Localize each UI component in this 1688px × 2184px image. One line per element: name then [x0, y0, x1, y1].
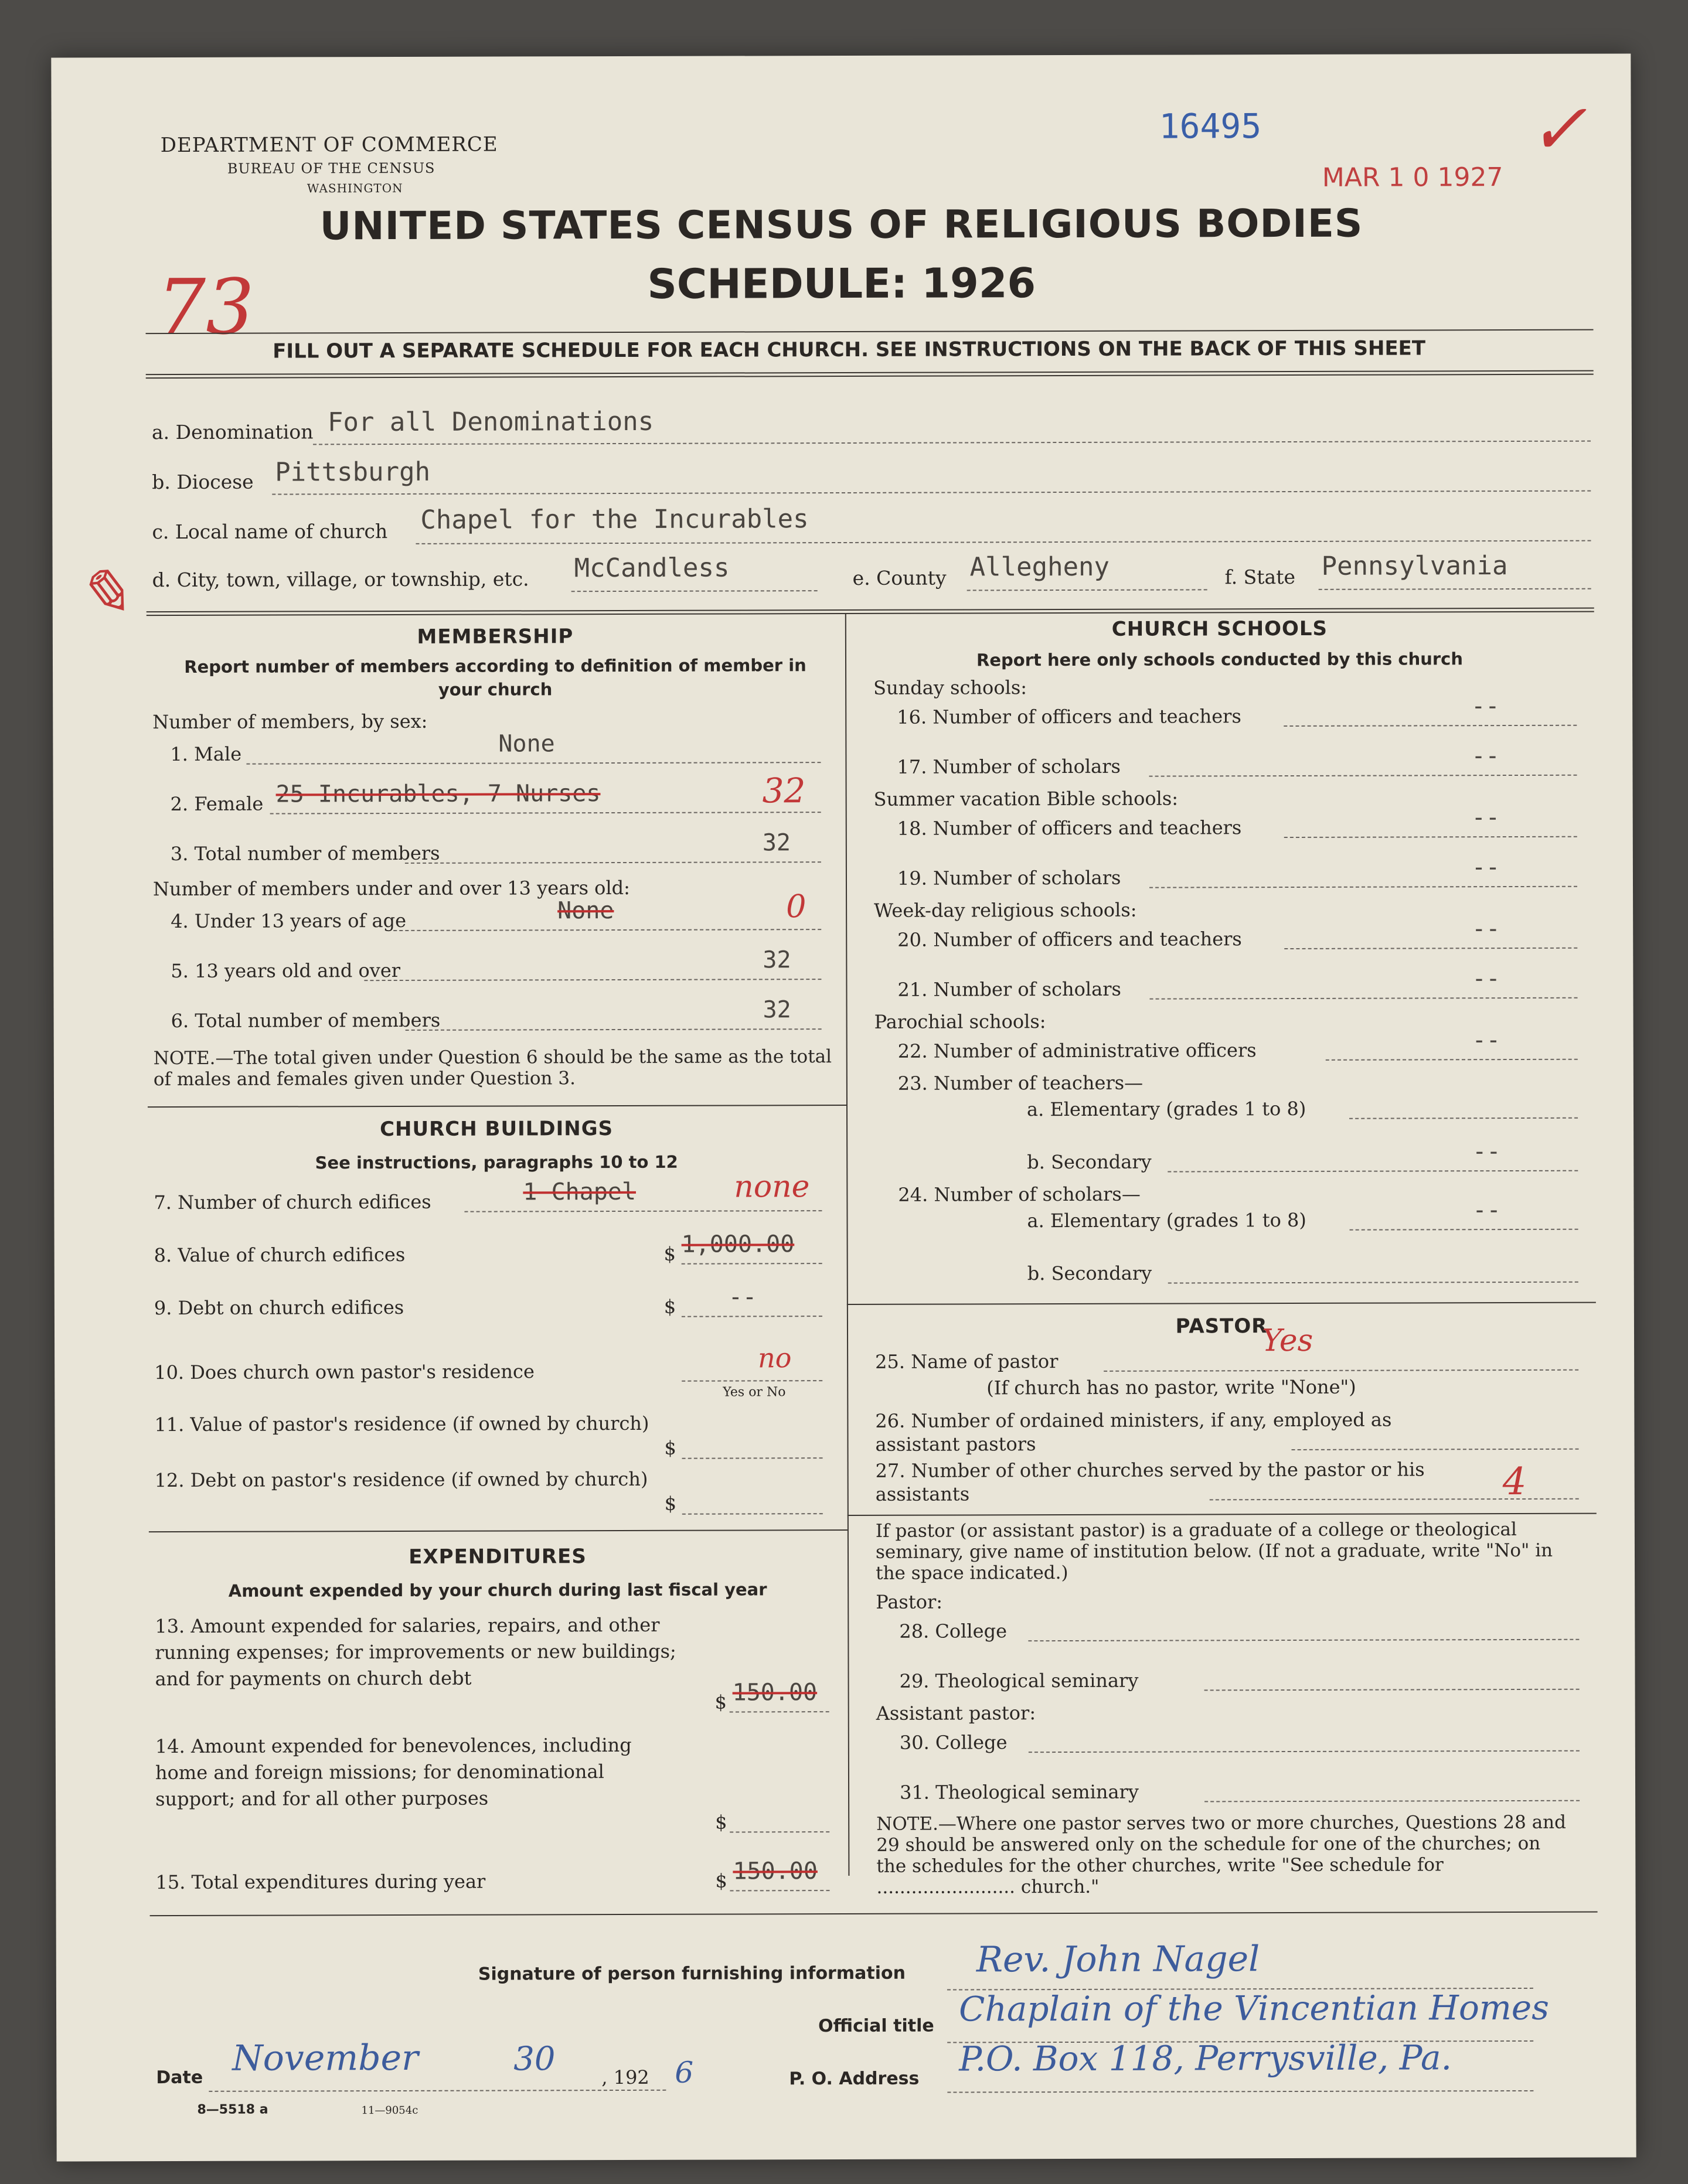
- print-code: 11—9054c: [361, 2104, 418, 2117]
- date-month-field[interactable]: November: [232, 2037, 418, 2079]
- signature-label: Signature of person furnishing information: [478, 1962, 906, 1985]
- check-mark-icon: ✓: [1528, 88, 1588, 171]
- q4-correction: 0: [786, 888, 806, 925]
- q15-label: 15. Total expenditures during year: [155, 1870, 486, 1894]
- diocese-label: b. Diocese: [152, 470, 254, 494]
- county-label: e. County: [852, 566, 947, 590]
- sunday-schools-label: Sunday schools:: [873, 676, 1027, 699]
- q25-hint: (If church has no pastor, write "None"): [986, 1375, 1356, 1399]
- q19-field[interactable]: --: [1471, 854, 1500, 881]
- church-schools-subtitle: Report here only schools conducted by this church: [976, 649, 1464, 670]
- q14-label: 14. Amount expended for benevolences, including home and foreign missions; for denominational support; and for all other purposes: [155, 1733, 632, 1811]
- q6-label: 6. Total number of members: [171, 1008, 441, 1033]
- q3-label: 3. Total number of members: [170, 841, 440, 866]
- q24b-label: b. Secondary: [1027, 1262, 1152, 1285]
- q20-label: 20. Number of officers and teachers: [897, 928, 1242, 951]
- q12-label: 12. Debt on pastor's residence (if owned by church): [154, 1467, 648, 1492]
- q30-label: 30. College: [899, 1731, 1008, 1754]
- bureau-name: BUREAU OF THE CENSUS: [227, 159, 435, 177]
- state-field[interactable]: Pennsylvania: [1321, 551, 1508, 581]
- q13-label: 13. Amount expended for salaries, repairs, and other running expenses; for improvements or new buildings; and for payments on church debt: [155, 1613, 676, 1691]
- q27-field[interactable]: 4: [1502, 1460, 1527, 1504]
- members-by-sex-label: Number of members, by sex:: [152, 710, 428, 734]
- q11-label: 11. Value of pastor's residence (if owned by church): [154, 1412, 649, 1436]
- q8-label: 8. Value of church edifices: [154, 1243, 406, 1267]
- serial-number: 16495: [1159, 106, 1262, 146]
- city-field[interactable]: McCandless: [574, 553, 730, 584]
- form-title: UNITED STATES CENSUS OF RELIGIOUS BODIES: [319, 200, 1363, 249]
- membership-subtitle: Report number of members according to definition of member in your church: [184, 655, 806, 700]
- q10-field[interactable]: no: [758, 1342, 792, 1374]
- q1-label: 1. Male: [170, 742, 242, 766]
- city-label: d. City, town, village, or township, etc.: [152, 567, 529, 592]
- denomination-field[interactable]: For all Denominations: [327, 406, 654, 438]
- q18-field[interactable]: --: [1471, 804, 1500, 832]
- q24a-label: a. Elementary (grades 1 to 8): [1027, 1208, 1306, 1232]
- q31-label: 31. Theological seminary: [900, 1780, 1139, 1804]
- form-number: 8—5518 a: [197, 2102, 268, 2117]
- q12-dollar: $: [664, 1492, 677, 1515]
- official-title-label: Official title: [818, 2015, 934, 2037]
- pastor-title: PASTOR: [1175, 1314, 1268, 1338]
- q22-field[interactable]: --: [1472, 1027, 1500, 1054]
- diocese-field[interactable]: Pittsburgh: [275, 456, 431, 488]
- q3-field[interactable]: 32: [762, 829, 791, 857]
- q16-label: 16. Number of officers and teachers: [897, 705, 1241, 728]
- local-name-label: c. Local name of church: [152, 520, 388, 544]
- q1-field[interactable]: None: [498, 730, 555, 758]
- date-year-prefix: , 192: [601, 2066, 649, 2089]
- q17-label: 17. Number of scholars: [897, 755, 1121, 778]
- q26-label: 26. Number of ordained ministers, if any, employed as assistant pastors: [875, 1408, 1392, 1456]
- q9-dollar: $: [663, 1295, 676, 1318]
- q23a-label: a. Elementary (grades 1 to 8): [1026, 1097, 1306, 1121]
- state-label: f. State: [1224, 565, 1296, 589]
- q24a-field[interactable]: --: [1472, 1197, 1501, 1224]
- q23b-field[interactable]: --: [1472, 1138, 1501, 1166]
- q6-field[interactable]: 32: [763, 996, 791, 1024]
- date-label: Date: [156, 2067, 203, 2088]
- pastor-note: NOTE.—Where one pastor serves two or more churches, Questions 28 and 29 should be answered only on the schedule for one of the churches; on the schedules for the other churches, write "See schedule for ........................ church.": [876, 1811, 1567, 1898]
- census-schedule-sheet: [51, 53, 1636, 2161]
- membership-title: MEMBERSHIP: [417, 625, 574, 649]
- q2-correction: 32: [762, 771, 806, 811]
- expenditures-subtitle: Amount expended by your church during last fiscal year: [228, 1579, 767, 1601]
- q9-label: 9. Debt on church edifices: [154, 1296, 404, 1320]
- q13-dollar-sign: $: [714, 1691, 727, 1713]
- q5-label: 5. 13 years old and over: [171, 959, 401, 983]
- q11-dollar: $: [664, 1436, 676, 1459]
- po-address-label: P. O. Address: [789, 2068, 920, 2090]
- schedule-title: SCHEDULE: 1926: [647, 259, 1036, 308]
- date-stamp: MAR 1 0 1927: [1322, 162, 1503, 193]
- handwritten-number: 73: [157, 262, 255, 352]
- q15-field[interactable]: 150.00: [733, 1858, 818, 1885]
- q23b-label: b. Secondary: [1027, 1150, 1152, 1174]
- q25-label: 25. Name of pastor: [875, 1350, 1059, 1373]
- expenditures-title: EXPENDITURES: [409, 1545, 587, 1569]
- q10-hint: Yes or No: [723, 1385, 786, 1400]
- q2-label: 2. Female: [170, 792, 264, 816]
- pastor-sub-label: Pastor:: [876, 1590, 943, 1613]
- q19-label: 19. Number of scholars: [897, 866, 1121, 890]
- date-year-field[interactable]: 6: [675, 2055, 694, 2090]
- q14-dollar: $: [715, 1811, 727, 1834]
- q15-dollar: $: [715, 1869, 727, 1892]
- parochial-schools-label: Parochial schools:: [874, 1010, 1046, 1033]
- q21-label: 21. Number of scholars: [897, 977, 1121, 1001]
- q17-field[interactable]: --: [1471, 742, 1500, 770]
- fill-out-instruction: FILL OUT A SEPARATE SCHEDULE FOR EACH CHURCH. SEE INSTRUCTIONS ON THE BACK OF THIS SHEET: [273, 336, 1426, 363]
- official-title-field[interactable]: Chaplain of the Vincentian Homes: [958, 1987, 1550, 2029]
- q5-field[interactable]: 32: [763, 946, 791, 974]
- q23-label: 23. Number of teachers—: [897, 1071, 1144, 1095]
- q2-field[interactable]: 25 Incurables, 7 Nurses: [275, 780, 601, 808]
- q9-field[interactable]: --: [728, 1283, 757, 1311]
- weekday-schools-label: Week-day religious schools:: [874, 898, 1137, 922]
- summer-schools-label: Summer vacation Bible schools:: [873, 787, 1179, 810]
- department-name: DEPARTMENT OF COMMERCE: [160, 132, 498, 158]
- county-field[interactable]: Allegheny: [969, 551, 1110, 582]
- q7-field[interactable]: 1 Chapel: [523, 1178, 637, 1206]
- buildings-subtitle: See instructions, paragraphs 10 to 12: [315, 1151, 678, 1173]
- q16-field[interactable]: --: [1471, 693, 1500, 720]
- q21-field[interactable]: --: [1472, 965, 1500, 993]
- members-by-age-label: Number of members under and over 13 years old:: [152, 876, 630, 901]
- bureau-city: WASHINGTON: [307, 180, 403, 196]
- q7-correction: none: [734, 1169, 810, 1205]
- graduate-note: If pastor (or assistant pastor) is a graduate of a college or theological seminary, give name of institution below. (If not a graduate, write "No" in the space indicated.): [875, 1518, 1553, 1584]
- q7-label: 7. Number of church edifices: [154, 1190, 431, 1214]
- q4-label: 4. Under 13 years of age: [171, 909, 407, 933]
- q4-field[interactable]: None: [557, 897, 614, 925]
- q20-field[interactable]: --: [1472, 915, 1500, 943]
- q8-dollar: $: [663, 1242, 676, 1265]
- q28-label: 28. College: [899, 1620, 1008, 1643]
- q24-label: 24. Number of scholars—: [898, 1183, 1141, 1206]
- membership-note: NOTE.—The total given under Question 6 should be the same as the total of males and females given under Question 3.: [153, 1046, 832, 1091]
- q25-field[interactable]: Yes: [1261, 1323, 1313, 1359]
- q8-field[interactable]: 1,000.00: [681, 1231, 795, 1258]
- assistant-pastor-label: Assistant pastor:: [876, 1702, 1036, 1725]
- q27-label: 27. Number of other churches served by the pastor or his assistants: [875, 1458, 1425, 1505]
- q10-label: 10. Does church own pastor's residence: [154, 1360, 535, 1384]
- margin-mark: ✎: [76, 556, 131, 631]
- q22-label: 22. Number of administrative officers: [897, 1039, 1257, 1062]
- church-schools-title: CHURCH SCHOOLS: [1111, 616, 1328, 641]
- q13-field[interactable]: 150.00: [732, 1679, 818, 1706]
- buildings-title: CHURCH BUILDINGS: [380, 1117, 614, 1142]
- po-address-field[interactable]: P.O. Box 118, Perrysville, Pa.: [959, 2038, 1452, 2079]
- local-name-field[interactable]: Chapel for the Incurables: [420, 504, 809, 535]
- signature-field[interactable]: Rev. John Nagel: [976, 1938, 1260, 1981]
- q18-label: 18. Number of officers and teachers: [897, 816, 1242, 840]
- q29-label: 29. Theological seminary: [899, 1669, 1139, 1692]
- date-day-field[interactable]: 30: [513, 2040, 556, 2079]
- denomination-label: a. Denomination: [151, 420, 314, 444]
